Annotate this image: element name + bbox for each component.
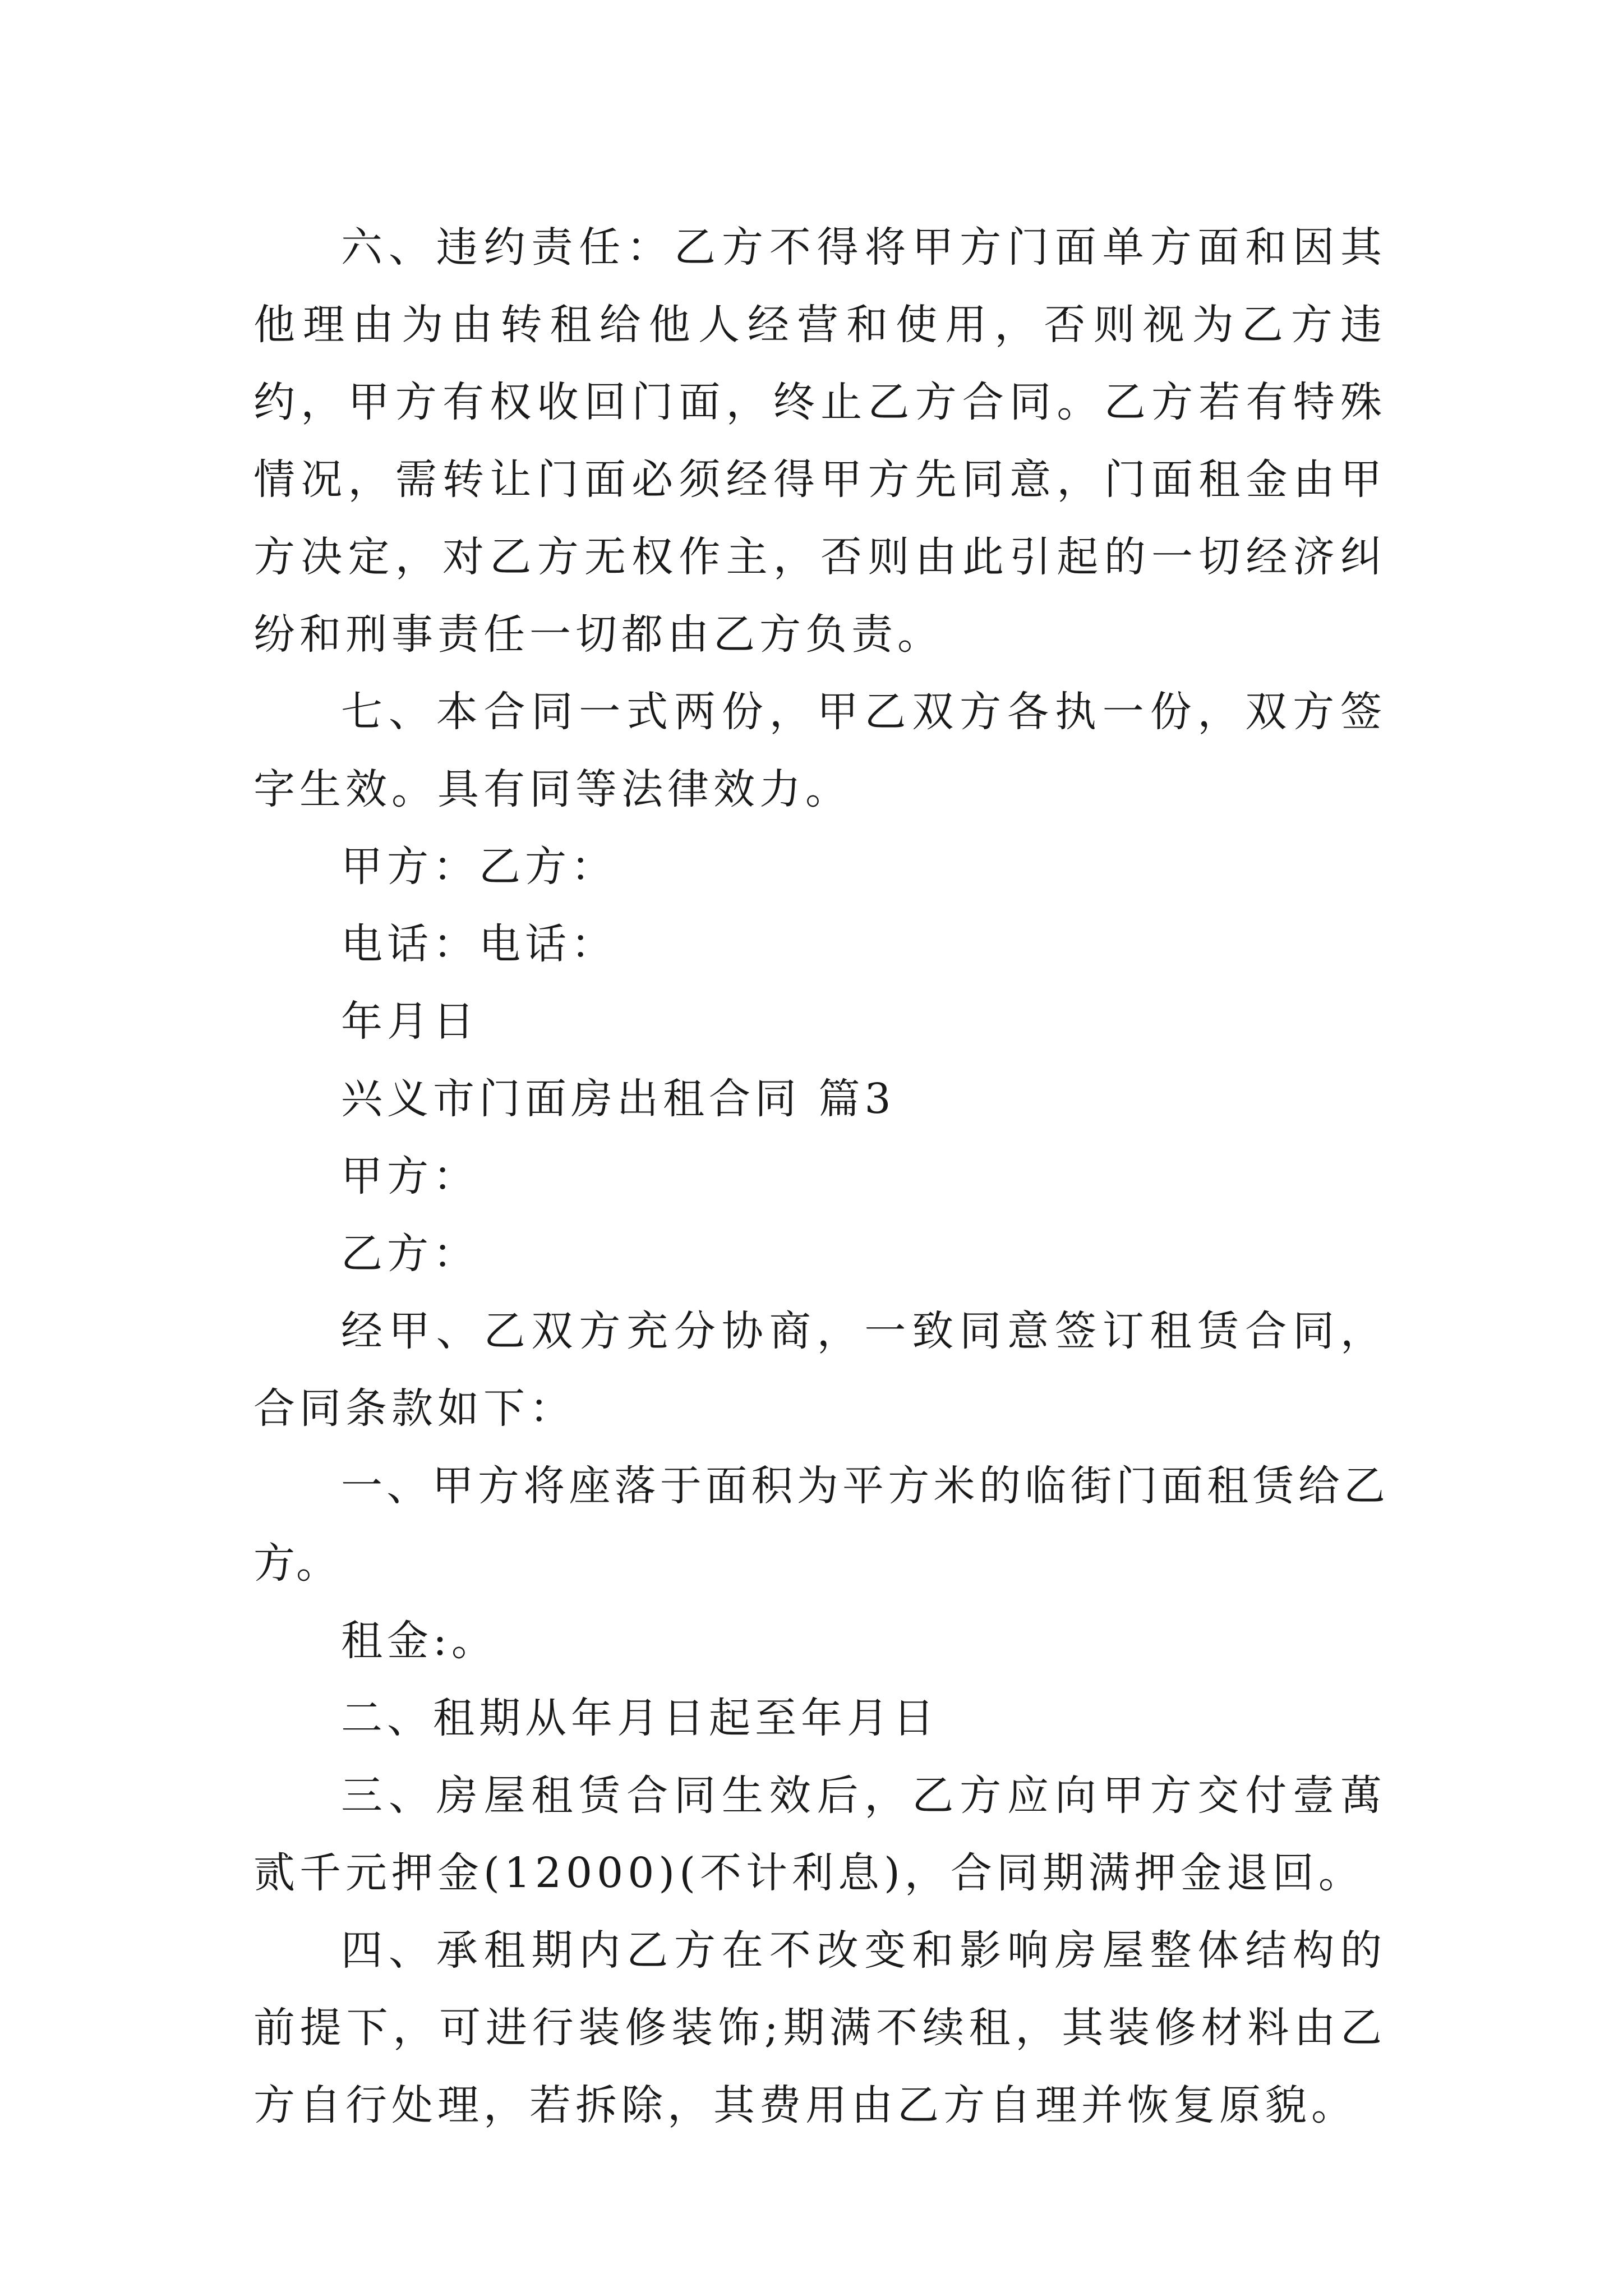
clause-one-premises: 一、甲方将座落于面积为平方米的临街门面租赁给乙方。 <box>253 1462 1386 1588</box>
clause-six-breach-liability: 六、违约责任：乙方不得将甲方门面单方面和因其他理由为由转租给他人经营和使用，否则视为乙方违约，甲方有权收回门面，终止乙方合同。乙方若有特殊情况，需转让门面必须经得甲方先同意，门面租金由甲方决定，对乙方无权作主，否则由此引起的一切经济纠纷和刑事责任一切都由乙方负责。 <box>253 223 1386 659</box>
contract-section-title: 兴义市门面房出租合同 篇3 <box>341 1075 896 1123</box>
signature-phone-line: 电话：电话： <box>341 920 617 968</box>
signature-parties-line: 甲方：乙方： <box>341 843 617 891</box>
rent-line: 租金:。 <box>341 1617 497 1665</box>
preamble-paragraph: 经甲、乙双方充分协商，一致同意签订租赁合同，合同条款如下： <box>253 1307 1386 1433</box>
party-a-line: 甲方： <box>341 1152 479 1200</box>
signature-date-line: 年月日 <box>341 997 479 1046</box>
party-b-line: 乙方： <box>341 1230 479 1278</box>
document-body <box>253 209 1386 2144</box>
clause-seven-copies: 七、本合同一式两份，甲乙双方各执一份，双方签字生效。具有同等法律效力。 <box>253 688 1386 813</box>
clause-three-deposit: 三、房屋租赁合同生效后，乙方应向甲方交付壹萬贰千元押金(12000)(不计利息)，合同期满押金退回。 <box>253 1772 1386 1897</box>
clause-four-renovation: 四、承租期内乙方在不改变和影响房屋整体结构的前提下，可进行装修装饰;期满不续租，其装修材料由乙方自行处理，若拆除，其费用由乙方自理并恢复原貌。 <box>253 1926 1386 2129</box>
clause-two-term: 二、租期从年月日起至年月日 <box>341 1694 939 1742</box>
